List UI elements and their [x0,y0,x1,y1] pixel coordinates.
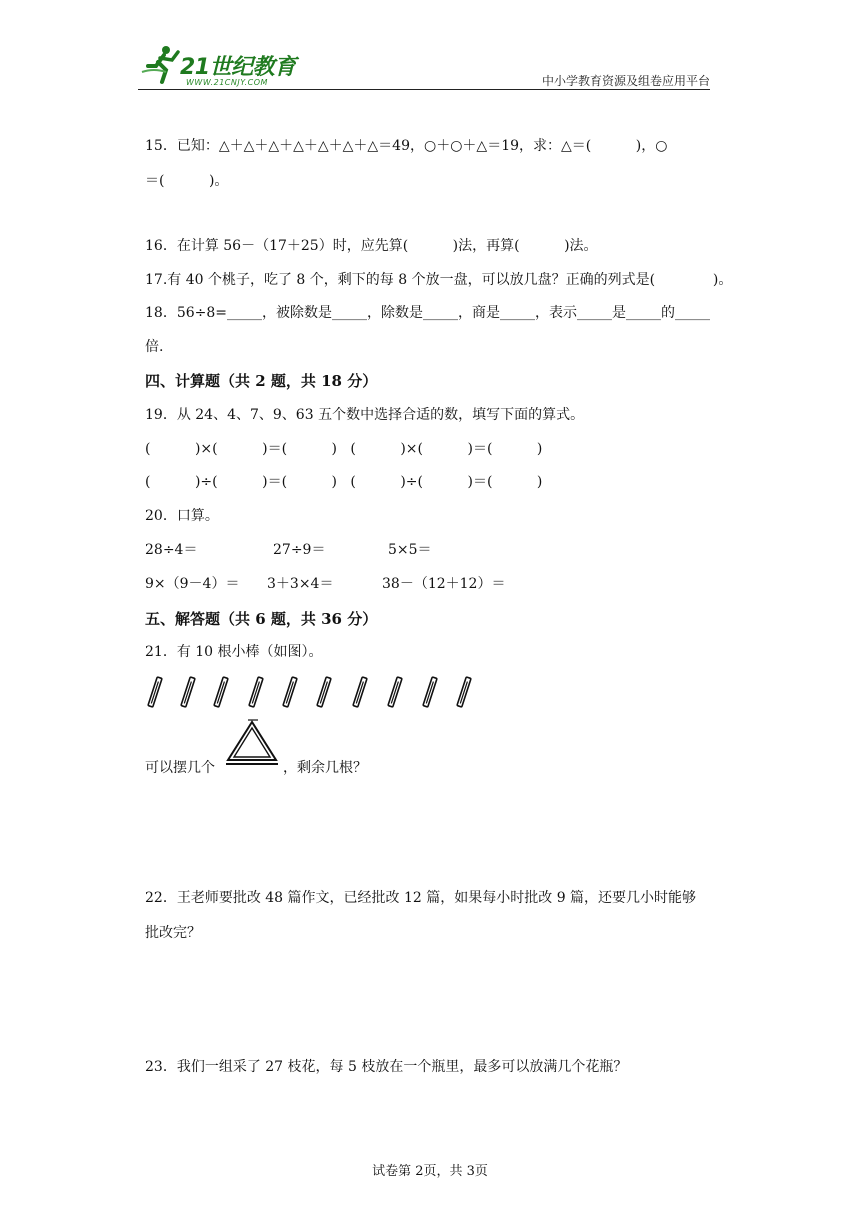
question-19: 19．从 24、4、7、9、63 五个数中选择合适的数，填写下面的算式。 [145,407,585,423]
section-5-heading: 五、解答题（共 6 题，共 36 分） [145,610,378,628]
question-15-line1: 15．已知：△＋△＋△＋△＋△＋△＋△＝49，○＋○＋△＝19，求：△＝( )，○ [145,138,668,154]
question-20: 20．口算。 [145,508,219,524]
question-18-line1: 18．56÷8=_____，被除数是_____，除数是_____，商是_____，表示_____是_____的_____ [145,305,710,321]
header-rule [138,89,710,90]
question-21-ask-before: 可以摆几个 [145,760,215,776]
question-21: 21．有 10 根小棒（如图）。 [145,644,323,660]
oral-calc-4: 9×（9－4）＝ [145,576,240,592]
question-22-line2: 批改完？ [145,925,201,941]
question-19-row1: ( )×( )＝( ) ( )×( )＝( ) [145,441,543,457]
sticks-figure [140,672,480,712]
oral-calc-3: 5×5＝ [388,542,432,558]
question-15-line2: ＝( )。 [145,173,229,189]
question-23: 23．我们一组采了 27 枝花，每 5 枝放在一个瓶里，最多可以放满几个花瓶？ [145,1059,628,1075]
page-footer: 试卷第 2页，共 3页 [372,1164,488,1179]
question-16: 16．在计算 56－（17＋25）时，应先算( )法，再算( )法。 [145,238,598,254]
logo-text: 21世纪教育 [180,55,296,80]
oral-calc-5: 3＋3×4＝ [267,576,334,592]
question-17: 17.有 40 个桃子，吃了 8 个，剩下的每 8 个放一盘，可以放几盘？正确的列式是( )。 [145,272,733,288]
question-21-ask-after: ，剩余几根？ [283,760,367,776]
platform-name: 中小学教育资源及组卷应用平台 [541,74,710,88]
stick-icon [148,677,162,707]
triangle-of-sticks-icon [224,716,280,768]
oral-calc-2: 27÷9＝ [273,542,326,558]
question-19-row2: ( )÷( )＝( ) ( )÷( )＝( ) [145,474,543,490]
oral-calc-1: 28÷4＝ [145,542,198,558]
question-22-line1: 22．王老师要批改 48 篇作文，已经批改 12 篇，如果每小时批改 9 篇，还要几小时能够 [145,890,697,906]
logo-runner-icon [140,42,182,86]
oral-calc-6: 38－（12＋12）＝ [382,576,506,592]
question-18-line2: 倍. [145,339,164,355]
section-4-heading: 四、计算题（共 2 题，共 18 分） [145,372,378,390]
logo-url: WWW.21CNJY.COM [186,78,268,87]
